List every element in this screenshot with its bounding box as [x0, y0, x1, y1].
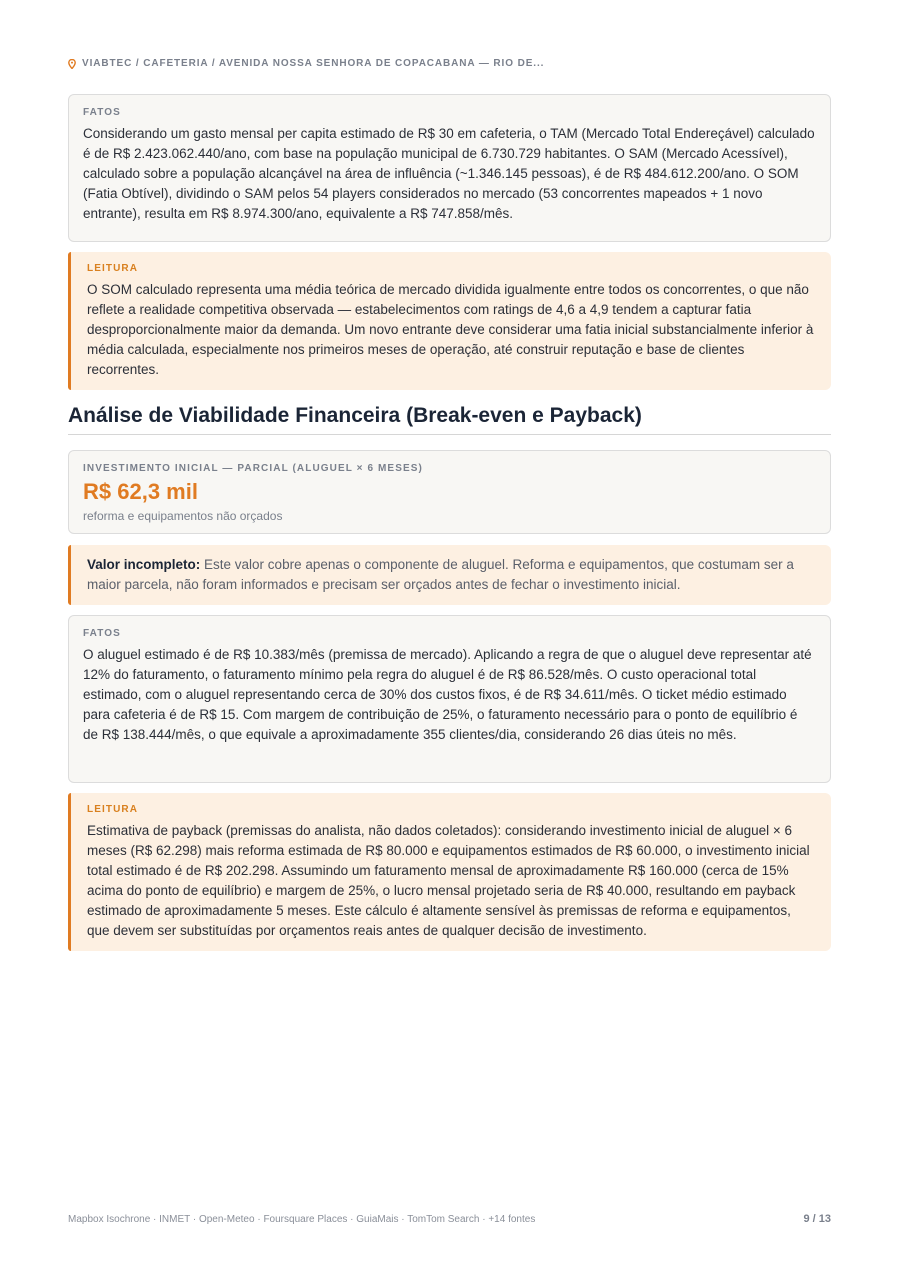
- leitura-text: O SOM calculado representa uma média teórica de mercado dividida igualmente entre todos os concorrentes, o que não reflete a realidade competitiva observada — estabelecimentos com ratings de 4,6 a 4,9 tendem a capturar fatia desproporcionalmente maior da demanda. Um novo entrante deve considerar uma fatia inicial substancialmente inferior à média calculada, especialmente nos primeiros meses de operação, até construir reputação e base de clientes recorrentes.: [87, 282, 814, 377]
- footer-sources: Mapbox Isochrone · INMET · Open-Meteo · Foursquare Places · GuiaMais · TomTom Search · +14 fontes: [68, 1214, 536, 1225]
- location-pin-icon: [68, 59, 76, 69]
- leitura-box-payback: [68, 793, 831, 951]
- page-number: 9 / 13: [803, 1213, 831, 1225]
- section-title: Análise de Viabilidade Financeira (Break-even e Payback): [68, 404, 831, 435]
- leitura-label: LEITURA: [87, 263, 139, 274]
- leitura-box-som: [68, 252, 831, 390]
- fatos-label: FATOS: [83, 107, 121, 118]
- breadcrumb-text: VIABTEC / CAFETERIA / AVENIDA NOSSA SENHORA DE COPACABANA — RIO DE...: [82, 58, 545, 69]
- warning-text: Este valor cobre apenas o componente de aluguel. Reforma e equipamentos, que costumam ser a maior parcela, não foram informados e precisam ser orçados antes de fechar o investimento inicial.: [87, 557, 794, 592]
- investment-note: reforma e equipamentos não orçados: [83, 509, 283, 523]
- warning-strong: Valor incompleto:: [87, 557, 201, 572]
- fatos-label: FATOS: [83, 628, 121, 639]
- breadcrumb: [68, 58, 544, 69]
- fatos-box-breakeven: [68, 615, 831, 783]
- investment-card: [68, 450, 831, 534]
- leitura-text: Estimativa de payback (premissas do analista, não dados coletados): considerando investimento inicial de aluguel × 6 meses (R$ 62.298) mais reforma estimada de R$ 80.000 e equipamentos estimados de R$ 60.000, o investimento inicial total estimado é de R$ 202.298. Assumindo um faturamento mensal de aproximadamente R$ 160.000 (cerca de 15% acima do ponto de equilíbrio) e margem de 25%, o lucro mensal projetado seria de R$ 40.000, resultando em payback estimado de aproximadamente 5 meses. Este cálculo é altamente sensível às premissas de reforma e equipamentos, que devem ser substituídas por orçamentos reais antes de qualquer decisão de investimento.: [87, 823, 810, 938]
- incomplete-value-warning: [68, 545, 831, 605]
- fatos-text: Considerando um gasto mensal per capita estimado de R$ 30 em cafeteria, o TAM (Mercado Total Endereçável) calculado é de R$ 2.423.062.440/ano, com base na população municipal de 6.730.729 habitantes. O SAM (Mercado Acessível), calculado sobre a população alcançável na área de influência (~1.346.145 pessoas), é de R$ 484.612.200/ano. O SOM (Fatia Obtível), dividindo o SAM pelos 54 players considerados no mercado (53 concorrentes mapeados + 1 novo entrante), resulta em R$ 8.974.300/ano, equivalente a R$ 747.858/mês.: [83, 126, 815, 221]
- investment-label: INVESTIMENTO INICIAL — PARCIAL (ALUGUEL × 6 MESES): [83, 463, 423, 474]
- fatos-text: O aluguel estimado é de R$ 10.383/mês (premissa de mercado). Aplicando a regra de que o aluguel deve representar até 12% do faturamento, o faturamento mínimo pela regra do aluguel é de R$ 86.528/mês. O custo operacional total estimado, com o aluguel representando cerca de 30% dos custos fixos, é de R$ 34.611/mês. O ticket médio estimado para cafeteria é de R$ 15. Com margem de contribuição de 25%, o faturamento necessário para o ponto de equilíbrio é de R$ 138.444/mês, o que equivale a aproximadamente 355 clientes/dia, considerando 26 dias úteis no mês.: [83, 647, 812, 742]
- investment-value: R$ 62,3 mil: [83, 479, 198, 504]
- leitura-label: LEITURA: [87, 804, 139, 815]
- fatos-box-market: [68, 94, 831, 242]
